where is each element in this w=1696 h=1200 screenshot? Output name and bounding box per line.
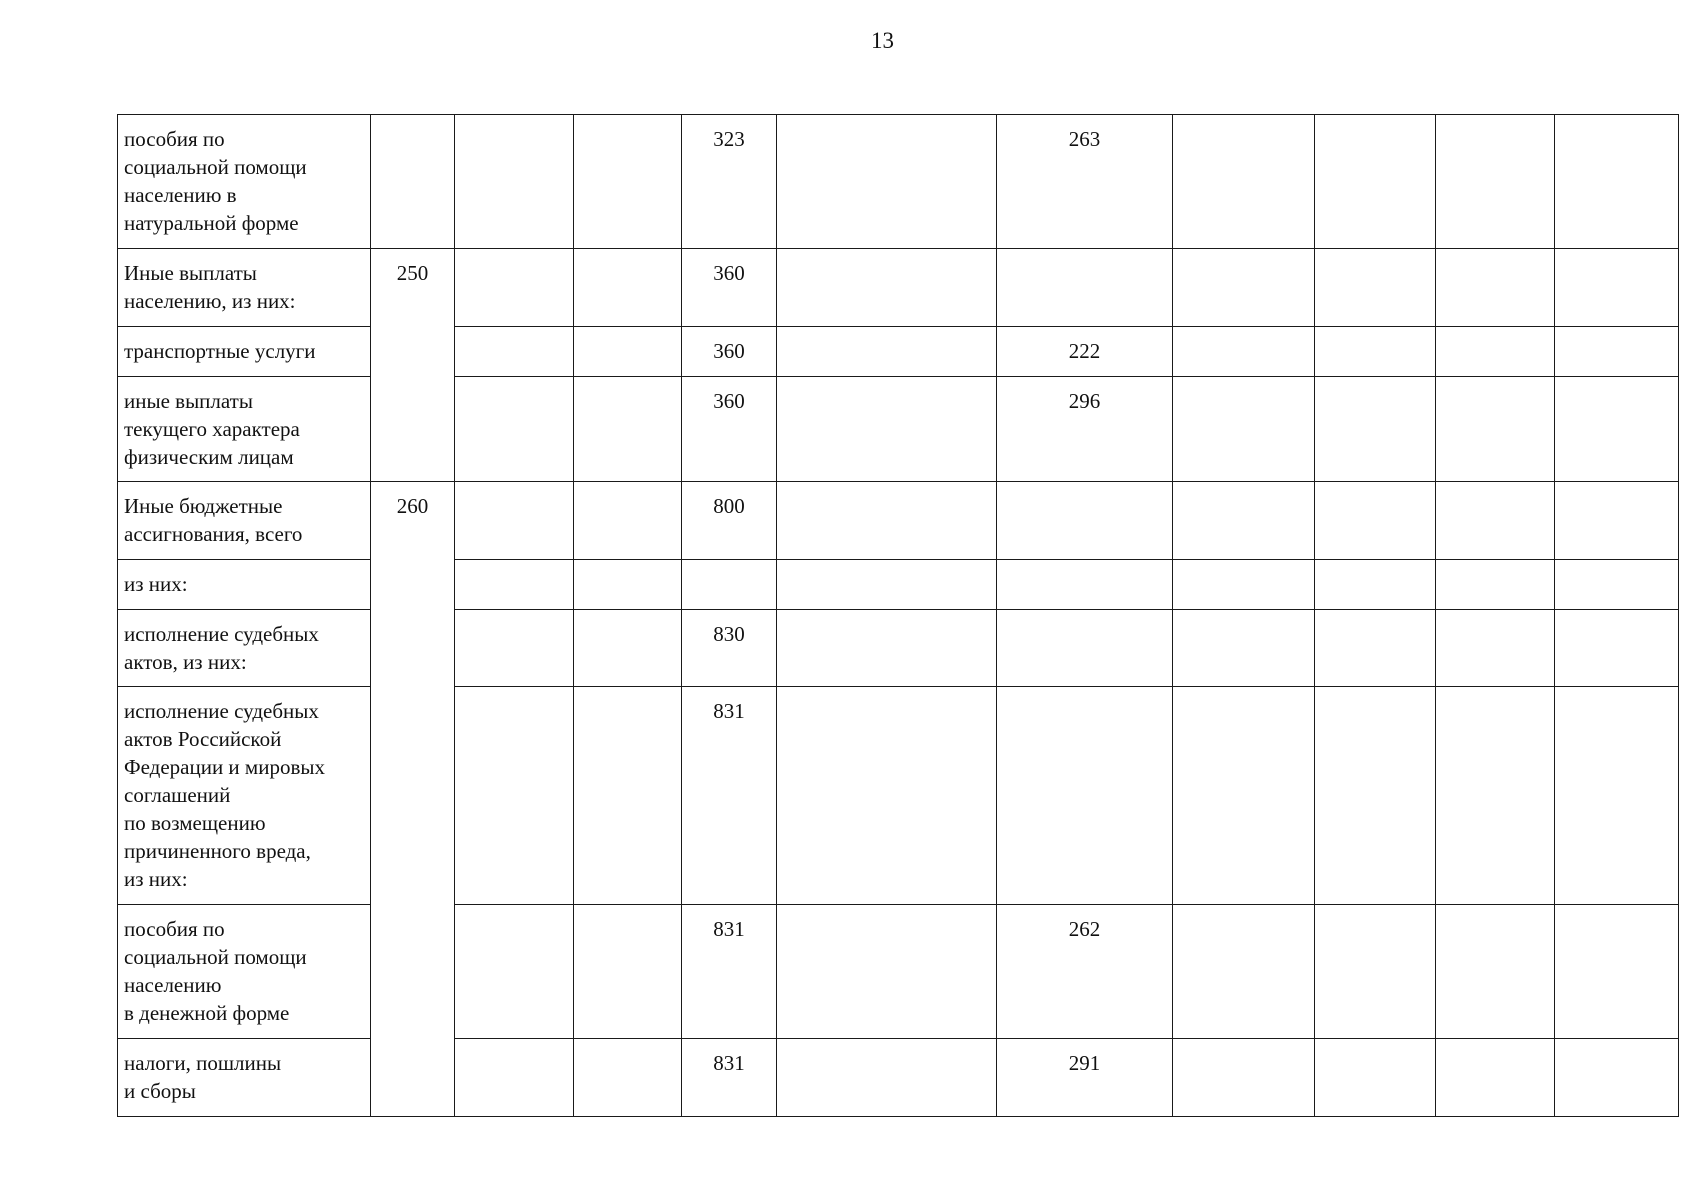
code-cell: 323	[682, 115, 777, 249]
kosgu-cell	[997, 482, 1173, 560]
code-cell: 831	[682, 687, 777, 905]
kosgu-cell	[997, 249, 1173, 327]
row-label: иные выплаты текущего характера физическим лицам	[118, 377, 371, 482]
budget-table	[117, 114, 1679, 1117]
row-label: налоги, пошлины и сборы	[118, 1039, 371, 1117]
code-cell: 831	[682, 1039, 777, 1117]
kosgu-cell: 291	[997, 1039, 1173, 1117]
code-cell: 831	[682, 905, 777, 1039]
kosgu-cell	[997, 560, 1173, 610]
kosgu-cell	[997, 687, 1173, 905]
page-number: 13	[871, 28, 894, 53]
row-label: Иные бюджетные ассигнования, всего	[118, 482, 371, 560]
row-label: пособия по социальной помощи населению в натуральной форме	[118, 115, 371, 249]
table-row	[118, 482, 1679, 560]
row-label: пособия по социальной помощи населению в денежной форме	[118, 905, 371, 1039]
line-code-cell: 260	[371, 482, 455, 1117]
row-label: из них:	[118, 560, 371, 610]
kosgu-cell: 262	[997, 905, 1173, 1039]
table-row	[118, 249, 1679, 327]
kosgu-cell: 222	[997, 327, 1173, 377]
row-label: транспортные услуги	[118, 327, 371, 377]
code-cell: 360	[682, 249, 777, 327]
code-cell: 360	[682, 327, 777, 377]
table-row	[118, 115, 1679, 249]
code-cell	[682, 560, 777, 610]
table-row	[118, 610, 1679, 687]
table-row	[118, 377, 1679, 482]
kosgu-cell	[997, 610, 1173, 687]
kosgu-cell: 296	[997, 377, 1173, 482]
table-row	[118, 687, 1679, 905]
kosgu-cell: 263	[997, 115, 1173, 249]
line-code-cell: 250	[371, 249, 455, 482]
table-row	[118, 560, 1679, 610]
code-cell: 360	[682, 377, 777, 482]
row-label: Иные выплаты населению, из них:	[118, 249, 371, 327]
table-row	[118, 905, 1679, 1039]
row-label: исполнение судебных актов, из них:	[118, 610, 371, 687]
line-code-cell	[371, 115, 455, 249]
table-row	[118, 327, 1679, 377]
code-cell: 830	[682, 610, 777, 687]
code-cell: 800	[682, 482, 777, 560]
table-row	[118, 1039, 1679, 1117]
row-label: исполнение судебных актов Российской Федерации и мировых соглашений по возмещению причиненного вреда, из них:	[118, 687, 371, 905]
